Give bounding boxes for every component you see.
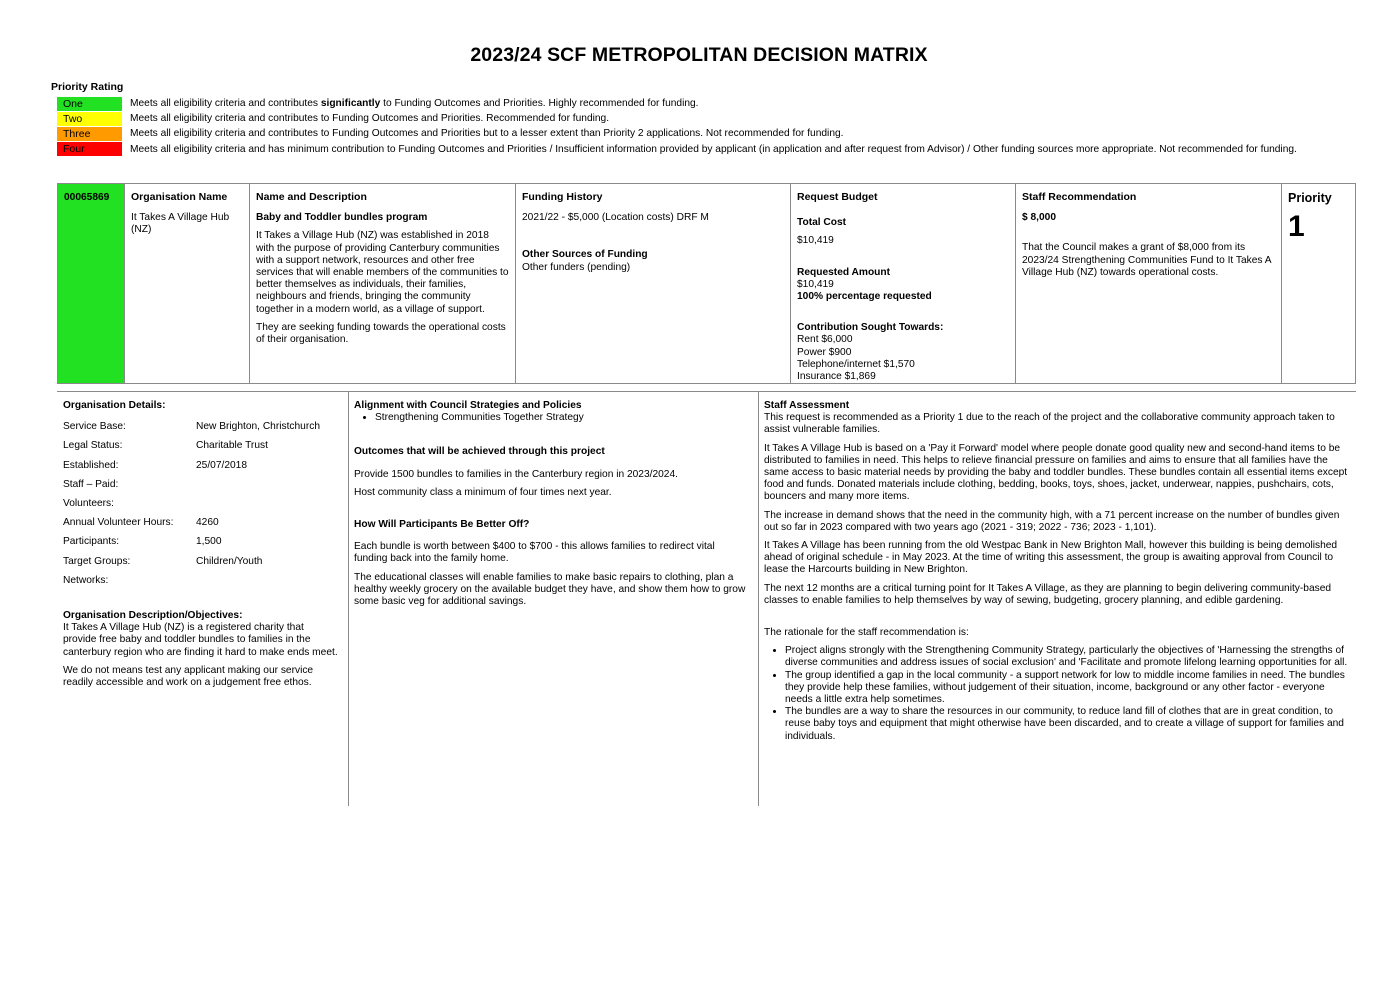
other-funding-heading: Other Sources of Funding	[522, 249, 648, 261]
organisation-name-cell	[125, 184, 250, 383]
percent-requested: 100% percentage requested	[797, 291, 932, 303]
divider	[57, 391, 1356, 392]
outcome-text: Host community class a minimum of four times next year.	[354, 486, 612, 498]
detail-value: Charitable Trust	[196, 440, 268, 452]
detail-label: Volunteers:	[63, 497, 114, 509]
decision-matrix-table	[57, 183, 1356, 384]
contribution-item: Rent $6,000	[797, 334, 853, 346]
priority-description: Meets all eligibility criteria and contributes to Funding Outcomes and Priorities but to a lesser extent than Priority 2 applications. Not recommended for funding.	[130, 128, 844, 139]
list-item: • Project aligns strongly with the Strengthening Community Strategy, particularly the objectives of 'Harnessing the strengths of diverse communities and address issues of social exclusion' and 'Facilitate and promote lifelong learning opportunities for all.	[785, 645, 1349, 669]
contribution-item: Power $900	[797, 346, 852, 358]
list-item: • The bundles are a way to share the resources in our community, to reduce land fill of clothes that are in great condition, to reuse baby toys and equipment that might otherwise have been discarded, and to create a village of support for families and individuals.	[785, 706, 1349, 743]
list-item: • Strengthening Communities Together Strategy	[375, 412, 750, 424]
detail-label: Service Base:	[63, 421, 126, 433]
detail-label: Networks:	[63, 574, 109, 586]
detail-value: 4260	[196, 517, 219, 529]
column-heading: Organisation Name	[131, 191, 228, 203]
priority-description: Meets all eligibility criteria and contributes to Funding Outcomes and Priorities. Recommended for funding.	[130, 113, 610, 124]
detail-label: Staff – Paid:	[63, 478, 119, 490]
requested-amount-label: Requested Amount	[797, 266, 891, 278]
column-heading: Funding History	[522, 191, 603, 203]
detail-row	[63, 421, 338, 440]
priority-swatch-four: Four	[57, 142, 122, 156]
priority-rating-row	[57, 127, 1357, 141]
section-heading: Outcomes that will be achieved through this project	[354, 446, 605, 458]
priority-description: Meets all eligibility criteria and has minimum contribution to Funding Outcomes and Priorities / Insufficient information provided by applicant (in application and after request from Advisor) / Other funding sources more appropriate. Not recommended for funding.	[130, 144, 1297, 155]
benefit-text: Each bundle is worth between $400 to $700 - this allows families to redirect vital funding back into the family home.	[354, 541, 715, 565]
detail-row	[63, 479, 338, 498]
benefit-text: The educational classes will enable families to make basic repairs to clothing, plan a healthy weekly grocery on the available budget they have, and show them how to grow some basic veg for additional savings.	[354, 571, 746, 608]
staff-assessment-section	[764, 400, 1349, 743]
assessment-text: The next 12 months are a critical turning point for It Takes A Village, as they are planning to begin delivering community-based classes to enable families to help themselves by way of sewing, budgeting, grocery planning, and edible gardening.	[764, 582, 1332, 606]
project-description: It Takes a Village Hub (NZ) was established in 2018 with the purpose of providing Canterbury communities with a support network, resources and other free services that will enable members of the communities to better themselves as individuals, their families, neighbours and friends, bringing the community together in a modern world, as a village of support.	[256, 230, 509, 315]
section-heading: Organisation Description/Objectives:	[63, 609, 243, 621]
page-title: 2023/24 SCF METROPOLITAN DECISION MATRIX	[470, 44, 928, 66]
other-funding: Other funders (pending)	[522, 261, 631, 273]
staff-recommendation-cell	[1016, 184, 1282, 383]
contribution-sought-label: Contribution Sought Towards:	[797, 322, 944, 334]
section-heading: How Will Participants Be Better Off?	[354, 519, 530, 531]
project-name: Baby and Toddler bundles program	[256, 212, 428, 224]
detail-value: 1,500	[196, 536, 222, 548]
divider	[758, 392, 759, 806]
priority-swatch-one: One	[57, 97, 122, 111]
project-description: They are seeking funding towards the operational costs of their organisation.	[256, 321, 506, 346]
priority-heading: Priority	[1288, 191, 1332, 205]
detail-label: Established:	[63, 459, 119, 471]
priority-rating-heading: Priority Rating	[51, 81, 124, 93]
recommended-amount: $ 8,000	[1022, 212, 1056, 224]
detail-row	[63, 440, 338, 459]
funding-history-cell	[516, 184, 791, 383]
assessment-text: The increase in demand shows that the need in the community high, with a 71 percent increase on the number of bundles given out so far in 2023 compared with two years ago (2021 - 319; 2022 - 736; 2023 - 1,101).	[764, 509, 1340, 533]
priority-swatch-two: Two	[57, 112, 122, 126]
section-heading: Staff Assessment	[764, 400, 850, 411]
organisation-description: We do not means test any applicant making our service readily accessible and work on a judgement free ethos.	[63, 664, 314, 688]
detail-row	[63, 536, 338, 555]
section-heading: Alignment with Council Strategies and Policies	[354, 400, 582, 411]
assessment-text: It Takes A Village has been running from the old Westpac Bank in New Brighton Mall, however this building is being demolished ahead of original schedule - in May 2023. At the time of writing this assessment, the group is awaiting approval from Council to lease the Harcourts building in New Brighton.	[764, 540, 1338, 576]
contribution-item: Insurance $1,869	[797, 371, 876, 383]
requested-amount: $10,419	[797, 278, 834, 290]
detail-row	[63, 460, 338, 479]
outcome-text: Provide 1500 bundles to families in the Canterbury region in 2023/2024.	[354, 468, 678, 480]
detail-row	[63, 556, 338, 575]
priority-swatch-three: Three	[57, 127, 122, 141]
request-budget-cell	[791, 184, 1016, 383]
detail-row	[63, 498, 338, 517]
priority-rating-row	[57, 142, 1357, 156]
column-heading: Staff Recommendation	[1022, 191, 1137, 203]
rationale-list	[764, 645, 1349, 743]
assessment-text: It Takes A Village Hub is based on a 'Pay it Forward' model where people donate good quality new and second-hand items to be distributed to families in need. This helps to relieve financial pressure on families and aims to ensure that all families have the same access to basic material needs by providing the baby and toddler bundles. These bundles contain all essential items except food and funds. Donated materials include clothing, bedding, books, toys, shoes, jacket, underwear, nappies, pushchairs, cots, bouncers and many more items.	[764, 442, 1348, 503]
strategy-list	[354, 412, 750, 424]
organisation-details-section	[63, 400, 338, 689]
application-id: 00065869	[58, 184, 125, 383]
name-description-cell	[250, 184, 516, 383]
organisation-description: It Takes A Village Hub (NZ) is a registered charity that provide free baby and toddler bundles to families in the canterbury region who are finding it hard to make ends meet.	[63, 622, 338, 658]
divider	[348, 392, 349, 806]
detail-value: 25/07/2018	[196, 459, 247, 471]
priority-value: 1	[1288, 210, 1305, 244]
contribution-item: Telephone/internet $1,570	[797, 358, 915, 370]
detail-row	[63, 517, 338, 536]
priority-description: Meets all eligibility criteria and contributes significantly to Funding Outcomes and Priorities. Highly recommended for funding.	[130, 98, 699, 109]
detail-row	[63, 575, 338, 594]
priority-rating-row	[57, 112, 1357, 126]
assessment-text: This request is recommended as a Priority 1 due to the reach of the project and the collaborative community approach taken to assist vulnerable families.	[764, 412, 1335, 436]
total-cost: $10,419	[797, 235, 834, 247]
section-heading: Organisation Details:	[63, 400, 166, 411]
detail-label: Participants:	[63, 536, 120, 548]
rationale-heading: The rationale for the staff recommendation is:	[764, 627, 969, 639]
detail-value: Children/Youth	[196, 555, 263, 567]
priority-cell	[1282, 184, 1356, 383]
recommendation-text: That the Council makes a grant of $8,000 from its 2023/24 Strengthening Communities Fund to It Takes A Village Hub (NZ) towards operational costs.	[1022, 242, 1271, 278]
detail-label: Target Groups:	[63, 555, 131, 567]
alignment-section	[354, 400, 750, 608]
detail-label: Annual Volunteer Hours:	[63, 517, 174, 529]
organisation-name: It Takes A Village Hub (NZ)	[131, 212, 230, 236]
detail-label: Legal Status:	[63, 440, 123, 452]
list-item: • The group identified a gap in the local community - a support network for low to middle income families in need. The bundles they provide help these families, without judgement of their situation, income, background or any other factor - everyone needs a little extra help sometimes.	[785, 670, 1349, 707]
column-heading: Name and Description	[256, 191, 367, 203]
detail-value: New Brighton, Christchurch	[196, 421, 320, 433]
priority-rating-row	[57, 97, 1357, 111]
funding-history: 2021/22 - $5,000 (Location costs) DRF M	[522, 212, 709, 224]
column-heading: Request Budget	[797, 191, 878, 203]
total-cost-label: Total Cost	[797, 217, 847, 229]
